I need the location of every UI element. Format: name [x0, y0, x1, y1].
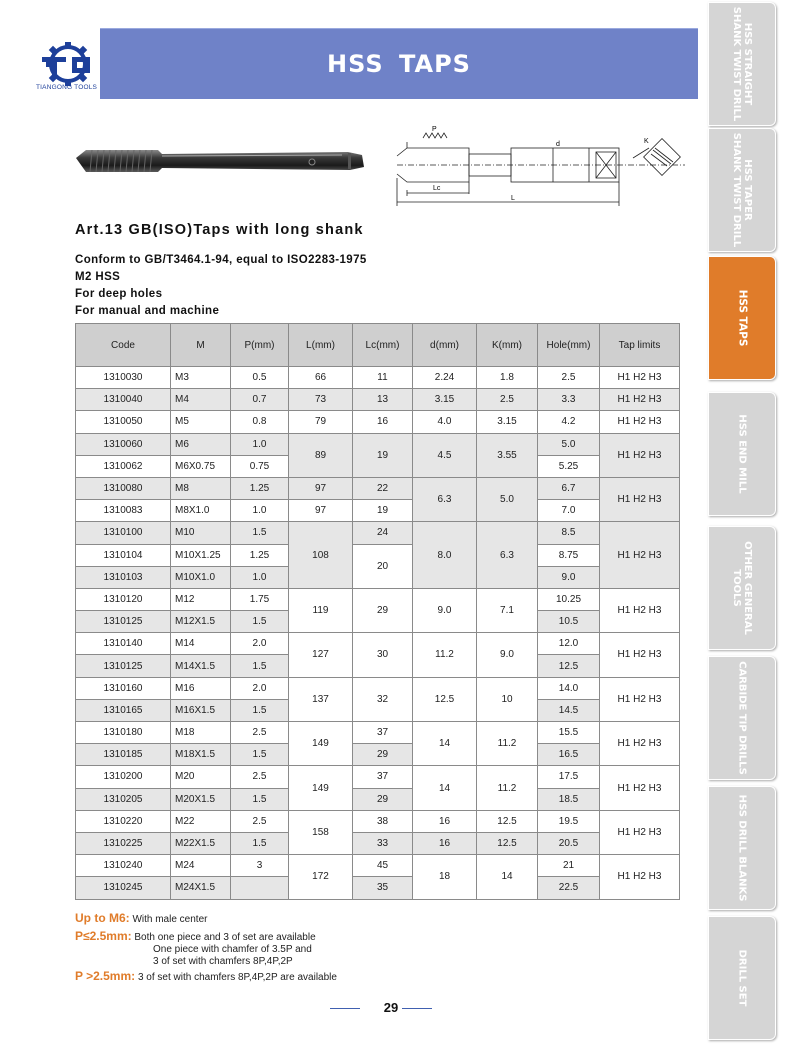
- note-up-to-m6: [75, 912, 207, 927]
- tab-hss-end-mill[interactable]: [708, 392, 776, 516]
- cell-l: 108: [289, 522, 353, 589]
- cell-tap-limits: H1 H2 H3: [600, 810, 680, 854]
- cell-lc: 32: [353, 677, 413, 721]
- cell-hole: 22.5: [538, 877, 600, 899]
- tab-hss-drill-blanks[interactable]: [708, 786, 776, 910]
- cell-d: 16: [413, 810, 477, 832]
- cell-p: [231, 877, 289, 899]
- cell-code: 1310083: [76, 500, 171, 522]
- cell-m: M8X1.0: [171, 500, 231, 522]
- cell-tap-limits: H1 H2 H3: [600, 367, 680, 389]
- cell-m: M10X1.25: [171, 544, 231, 566]
- brand-name: TIANGONG TOOLS: [36, 84, 98, 91]
- cell-hole: 2.5: [538, 367, 600, 389]
- cell-p: 2.5: [231, 810, 289, 832]
- cell-lc: 37: [353, 766, 413, 788]
- cell-d: 14: [413, 766, 477, 810]
- cell-l: 89: [289, 433, 353, 477]
- cell-k: 3.55: [477, 433, 538, 477]
- table-row: [76, 522, 680, 544]
- table-row: [76, 367, 680, 389]
- cell-k: 11.2: [477, 722, 538, 766]
- cell-hole: 10.5: [538, 611, 600, 633]
- spec-line: M2 HSS: [75, 271, 121, 283]
- cell-code: 1310220: [76, 810, 171, 832]
- cell-tap-limits: H1 H2 H3: [600, 766, 680, 810]
- tab-hss-taper-shank-twist-drill[interactable]: [708, 128, 776, 252]
- header-m: M: [171, 324, 231, 367]
- dim-l-label: L: [511, 195, 515, 202]
- cell-m: M18X1.5: [171, 744, 231, 766]
- cell-code: 1310100: [76, 522, 171, 544]
- cell-m: M24: [171, 855, 231, 877]
- cell-hole: 10.25: [538, 588, 600, 610]
- table-row: [76, 500, 680, 522]
- cell-code: 1310185: [76, 744, 171, 766]
- table-header-row: [76, 324, 680, 367]
- header-code: Code: [76, 324, 171, 367]
- cell-p: 1.5: [231, 699, 289, 721]
- note-key: P >2.5mm:: [75, 969, 136, 983]
- table-row: [76, 832, 680, 854]
- cell-code: 1310205: [76, 788, 171, 810]
- table-row: [76, 788, 680, 810]
- cell-hole: 5.25: [538, 455, 600, 477]
- tap-technical-drawing: [393, 120, 693, 220]
- cell-m: M3: [171, 367, 231, 389]
- note-key: P≤2.5mm:: [75, 929, 132, 943]
- cell-code: 1310225: [76, 832, 171, 854]
- cell-l: 97: [289, 500, 353, 522]
- cell-m: M18: [171, 722, 231, 744]
- cell-code: 1310080: [76, 477, 171, 499]
- cell-m: M14X1.5: [171, 655, 231, 677]
- cell-k: 12.5: [477, 832, 538, 854]
- cell-hole: 14.0: [538, 677, 600, 699]
- cell-hole: 9.0: [538, 566, 600, 588]
- cell-lc: 35: [353, 877, 413, 899]
- section-tabs: [708, 0, 776, 1050]
- cell-lc: 37: [353, 722, 413, 744]
- tab-label-line2: SHANK TWIST DRILL: [731, 132, 742, 248]
- cell-l: 97: [289, 477, 353, 499]
- cell-hole: 20.5: [538, 832, 600, 854]
- cell-l: 119: [289, 588, 353, 632]
- cell-p: 1.75: [231, 588, 289, 610]
- tab-other-general-tools[interactable]: [708, 526, 776, 650]
- cell-p: 1.25: [231, 544, 289, 566]
- cell-m: M16X1.5: [171, 699, 231, 721]
- table-row: [76, 810, 680, 832]
- tab-label-line1: CARBIDE TIP DRILLS: [736, 661, 748, 775]
- tab-label-line1: HSS END MILL: [736, 414, 748, 494]
- cell-code: 1310125: [76, 655, 171, 677]
- dim-d-label: d: [556, 141, 560, 148]
- cell-tap-limits: H1 H2 H3: [600, 477, 680, 521]
- cell-k: 1.8: [477, 367, 538, 389]
- cell-m: M8: [171, 477, 231, 499]
- note-p-gt-2-5: [75, 970, 337, 985]
- cell-m: M10X1.0: [171, 566, 231, 588]
- cell-lc: 45: [353, 855, 413, 877]
- cell-p: 1.5: [231, 832, 289, 854]
- cell-d: 6.3: [413, 477, 477, 521]
- cell-m: M22: [171, 810, 231, 832]
- cell-k: 11.2: [477, 766, 538, 810]
- cell-d: 11.2: [413, 633, 477, 677]
- cell-p: 1.5: [231, 522, 289, 544]
- cell-k: 3.15: [477, 411, 538, 433]
- cell-l: 66: [289, 367, 353, 389]
- table-row: [76, 766, 680, 788]
- tap-product-image: [72, 140, 368, 182]
- spec-line: Conform to GB/T3464.1-94, equal to ISO2283-1975: [75, 254, 367, 266]
- tab-carbide-tip-drills[interactable]: [708, 656, 776, 780]
- cell-d: 8.0: [413, 522, 477, 589]
- cell-l: 149: [289, 722, 353, 766]
- cell-p: 1.5: [231, 788, 289, 810]
- cell-m: M20: [171, 766, 231, 788]
- cell-k: 7.1: [477, 588, 538, 632]
- cell-l: 158: [289, 810, 353, 854]
- cell-p: 3: [231, 855, 289, 877]
- article-specs: [75, 252, 367, 320]
- note-text: With male center: [132, 914, 208, 925]
- table-row: [76, 433, 680, 455]
- cell-p: 2.0: [231, 633, 289, 655]
- header-tap-limits: Tap limits: [600, 324, 680, 367]
- cell-k: 5.0: [477, 477, 538, 521]
- cell-tap-limits: H1 H2 H3: [600, 588, 680, 632]
- cell-p: 2.5: [231, 722, 289, 744]
- note-key: Up to M6:: [75, 911, 130, 925]
- cell-lc: 30: [353, 633, 413, 677]
- cell-p: 1.25: [231, 477, 289, 499]
- table-row: [76, 677, 680, 699]
- note-text: 3 of set with chamfers 8P,4P,2P are available: [137, 972, 337, 983]
- dim-k-label: K: [644, 138, 649, 145]
- tab-label-line1: OTHER GENERAL: [742, 541, 753, 635]
- cell-hole: 16.5: [538, 744, 600, 766]
- cell-hole: 14.5: [538, 699, 600, 721]
- table-row: [76, 544, 680, 566]
- cell-lc: 19: [353, 500, 413, 522]
- cell-tap-limits: H1 H2 H3: [600, 522, 680, 589]
- cell-hole: 3.3: [538, 389, 600, 411]
- tab-label-line2: TOOLS: [731, 569, 742, 607]
- cell-l: 73: [289, 389, 353, 411]
- cell-hole: 5.0: [538, 433, 600, 455]
- cell-k: 6.3: [477, 522, 538, 589]
- cell-p: 1.0: [231, 566, 289, 588]
- cell-p: 1.5: [231, 655, 289, 677]
- cell-tap-limits: H1 H2 H3: [600, 722, 680, 766]
- tab-label-line1: HSS TAPS: [736, 289, 749, 347]
- cell-code: 1310245: [76, 877, 171, 899]
- cell-p: 1.0: [231, 500, 289, 522]
- header-p: P(mm): [231, 324, 289, 367]
- header-k: K(mm): [477, 324, 538, 367]
- table-row: [76, 588, 680, 610]
- cell-p: 1.5: [231, 611, 289, 633]
- note-text-line: 3 of set with chamfers 8P,4P,2P: [153, 956, 293, 967]
- cell-l: 137: [289, 677, 353, 721]
- table-row: [76, 477, 680, 499]
- cell-code: 1310050: [76, 411, 171, 433]
- cell-d: 3.15: [413, 389, 477, 411]
- cell-l: 149: [289, 766, 353, 810]
- cell-code: 1310140: [76, 633, 171, 655]
- cell-lc: 29: [353, 588, 413, 632]
- cell-d: 12.5: [413, 677, 477, 721]
- cell-hole: 19.5: [538, 810, 600, 832]
- table-row: [76, 389, 680, 411]
- note-text: Both one piece and 3 of set are available: [134, 932, 316, 943]
- cell-lc: 29: [353, 788, 413, 810]
- cell-k: 2.5: [477, 389, 538, 411]
- cell-hole: 6.7: [538, 477, 600, 499]
- cell-k: 14: [477, 855, 538, 899]
- cell-lc: 13: [353, 389, 413, 411]
- cell-m: M14: [171, 633, 231, 655]
- cell-hole: 12.5: [538, 655, 600, 677]
- cell-hole: 7.0: [538, 500, 600, 522]
- page-title: HSS TAPS: [327, 50, 471, 78]
- spec-line: For manual and machine: [75, 305, 220, 317]
- cell-k: 10: [477, 677, 538, 721]
- header-d: d(mm): [413, 324, 477, 367]
- cell-p: 1.5: [231, 744, 289, 766]
- cell-d: 4.0: [413, 411, 477, 433]
- tab-label-line2: SHANK TWIST DRILL: [731, 6, 742, 122]
- tab-label-line1: HSS DRILL BLANKS: [736, 794, 748, 902]
- table-row: [76, 877, 680, 899]
- cell-lc: 29: [353, 744, 413, 766]
- cell-lc: 20: [353, 544, 413, 588]
- tab-label-line1: DRILL SET: [736, 949, 748, 1007]
- page-number: 29: [383, 1000, 399, 1015]
- cell-hole: 12.0: [538, 633, 600, 655]
- cell-m: M12X1.5: [171, 611, 231, 633]
- cell-d: 18: [413, 855, 477, 899]
- tab-drill-set[interactable]: [708, 916, 776, 1040]
- note-p-le-2-5: [75, 930, 316, 945]
- cell-hole: 21: [538, 855, 600, 877]
- cell-code: 1310160: [76, 677, 171, 699]
- cell-hole: 17.5: [538, 766, 600, 788]
- cell-code: 1310040: [76, 389, 171, 411]
- cell-p: 2.0: [231, 677, 289, 699]
- cell-code: 1310103: [76, 566, 171, 588]
- cell-d: 16: [413, 832, 477, 854]
- cell-tap-limits: H1 H2 H3: [600, 633, 680, 677]
- cell-l: 172: [289, 855, 353, 899]
- cell-p: 1.0: [231, 433, 289, 455]
- cell-m: M4: [171, 389, 231, 411]
- cell-p: 2.5: [231, 766, 289, 788]
- cell-hole: 8.75: [538, 544, 600, 566]
- cell-tap-limits: H1 H2 H3: [600, 411, 680, 433]
- table-row: [76, 744, 680, 766]
- note-text-line: One piece with chamfer of 3.5P and: [153, 944, 312, 955]
- cell-tap-limits: H1 H2 H3: [600, 855, 680, 899]
- cell-k: 9.0: [477, 633, 538, 677]
- cell-hole: 18.5: [538, 788, 600, 810]
- cell-l: 79: [289, 411, 353, 433]
- cell-hole: 4.2: [538, 411, 600, 433]
- cell-lc: 33: [353, 832, 413, 854]
- cell-code: 1310060: [76, 433, 171, 455]
- cell-tap-limits: H1 H2 H3: [600, 677, 680, 721]
- cell-m: M16: [171, 677, 231, 699]
- cell-lc: 16: [353, 411, 413, 433]
- cell-code: 1310120: [76, 588, 171, 610]
- cell-m: M20X1.5: [171, 788, 231, 810]
- table-row: [76, 633, 680, 655]
- cell-code: 1310165: [76, 699, 171, 721]
- cell-lc: 19: [353, 433, 413, 477]
- header-hole: Hole(mm): [538, 324, 600, 367]
- dim-p-label: P: [432, 126, 437, 133]
- cell-l: 127: [289, 633, 353, 677]
- cell-hole: 15.5: [538, 722, 600, 744]
- cell-code: 1310030: [76, 367, 171, 389]
- cell-d: 9.0: [413, 588, 477, 632]
- cell-lc: 22: [353, 477, 413, 499]
- cell-k: 12.5: [477, 810, 538, 832]
- table-row: [76, 855, 680, 877]
- table-row: [76, 411, 680, 433]
- cell-code: 1310180: [76, 722, 171, 744]
- title-banner: [100, 28, 698, 99]
- cell-p: 0.7: [231, 389, 289, 411]
- cell-code: 1310200: [76, 766, 171, 788]
- cell-m: M6: [171, 433, 231, 455]
- dim-lc-label: Lc: [433, 185, 441, 192]
- cell-m: M6X0.75: [171, 455, 231, 477]
- cell-m: M12: [171, 588, 231, 610]
- cell-p: 0.8: [231, 411, 289, 433]
- header-l: L(mm): [289, 324, 353, 367]
- cell-lc: 38: [353, 810, 413, 832]
- taps-spec-table: [75, 323, 680, 900]
- cell-lc: 24: [353, 522, 413, 544]
- table-row: [76, 722, 680, 744]
- tab-hss-straight-shank-twist-drill[interactable]: [708, 2, 776, 126]
- page-number-rule-right: [402, 1008, 432, 1009]
- tab-label-line1: HSS STRAIGHT: [742, 22, 753, 106]
- cell-m: M22X1.5: [171, 832, 231, 854]
- cell-p: 0.75: [231, 455, 289, 477]
- cell-code: 1310062: [76, 455, 171, 477]
- cell-m: M24X1.5: [171, 877, 231, 899]
- cell-code: 1310125: [76, 611, 171, 633]
- cell-tap-limits: H1 H2 H3: [600, 389, 680, 411]
- cell-m: M5: [171, 411, 231, 433]
- cell-tap-limits: H1 H2 H3: [600, 433, 680, 477]
- spec-line: For deep holes: [75, 288, 163, 300]
- tab-hss-taps[interactable]: [708, 256, 776, 380]
- tab-label-line1: HSS TAPER: [742, 159, 753, 221]
- cell-code: 1310104: [76, 544, 171, 566]
- cell-code: 1310240: [76, 855, 171, 877]
- header-lc: Lc(mm): [353, 324, 413, 367]
- article-title: Art.13 GB(ISO)Taps with long shank: [75, 222, 364, 238]
- cell-hole: 8.5: [538, 522, 600, 544]
- cell-m: M10: [171, 522, 231, 544]
- cell-d: 2.24: [413, 367, 477, 389]
- cell-p: 0.5: [231, 367, 289, 389]
- cell-lc: 11: [353, 367, 413, 389]
- cell-d: 4.5: [413, 433, 477, 477]
- cell-d: 14: [413, 722, 477, 766]
